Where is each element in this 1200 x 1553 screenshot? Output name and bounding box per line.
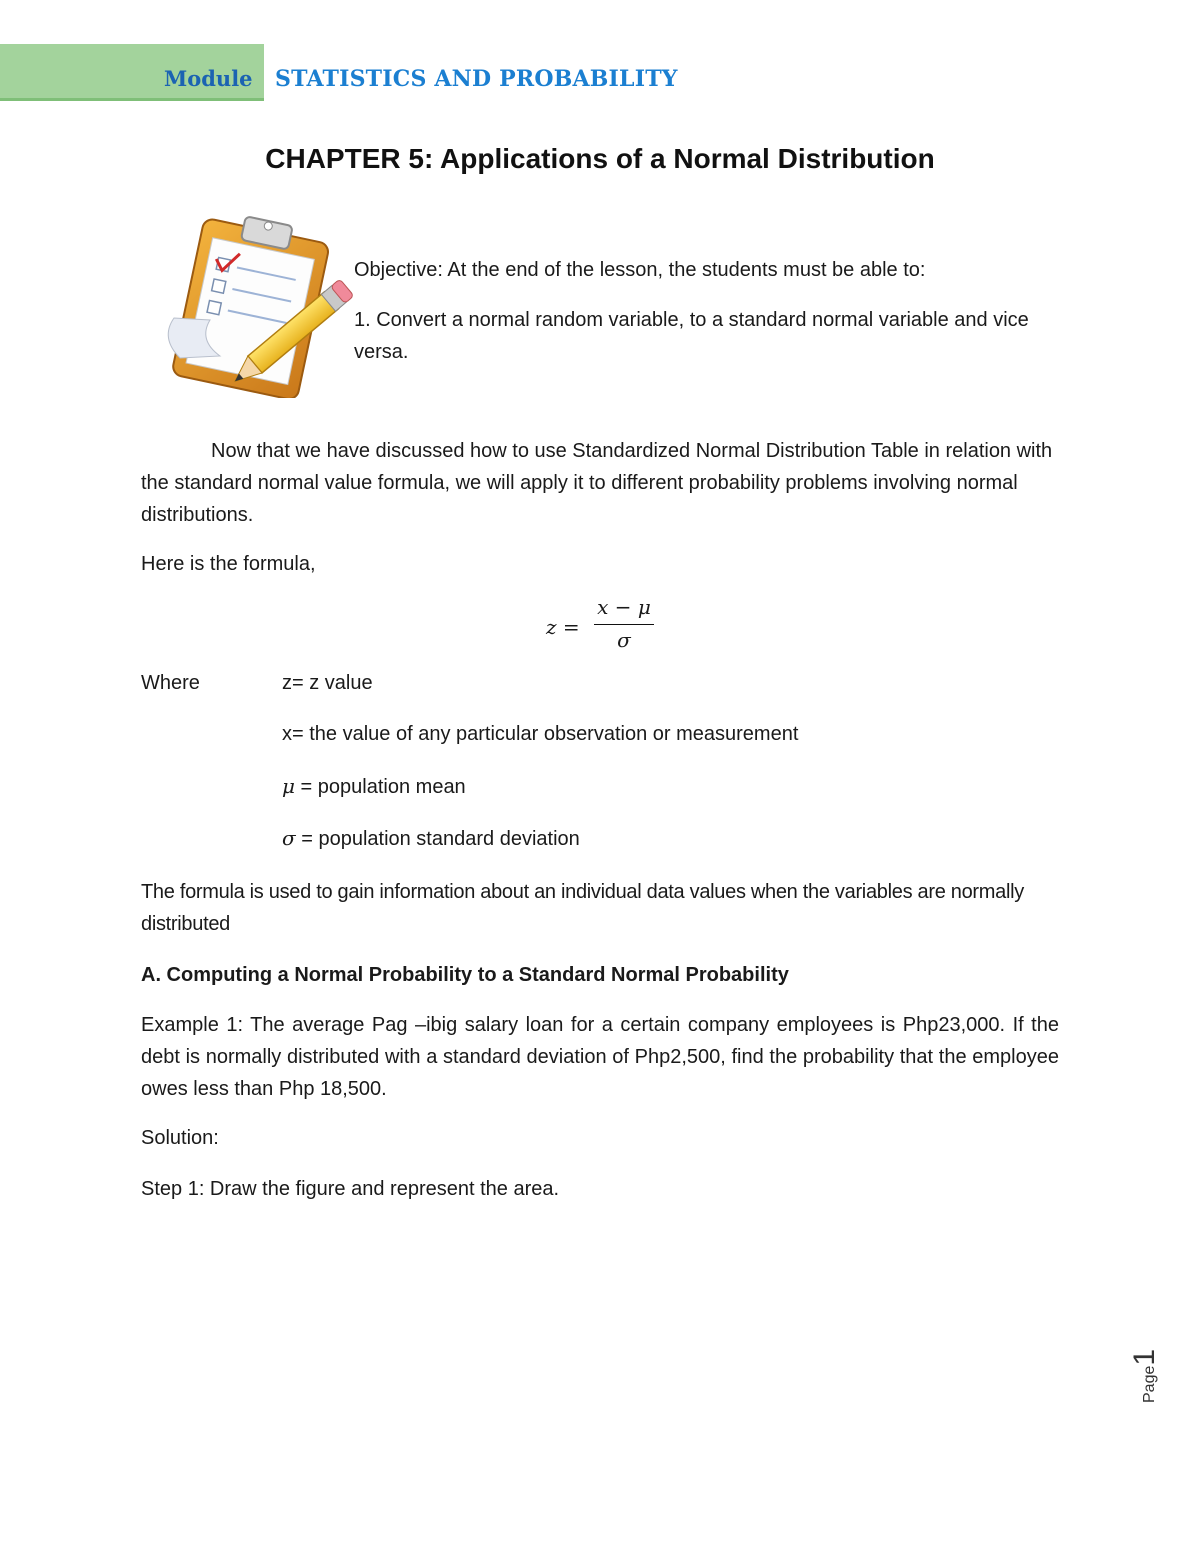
step-1: Step 1: Draw the figure and represent the area. bbox=[141, 1178, 560, 1200]
definition-text: x= the value of any particular observation or measurement bbox=[282, 723, 799, 745]
definition-text: = population mean bbox=[295, 776, 466, 798]
clipboard-pencil-icon bbox=[150, 208, 360, 398]
fraction-bar bbox=[594, 624, 654, 625]
formula-denominator: σ bbox=[617, 628, 631, 652]
definition-sigma bbox=[282, 826, 580, 851]
section-a-heading: A. Computing a Normal Probability to a Standard Normal Probability bbox=[141, 964, 789, 986]
definition-mu bbox=[282, 774, 466, 799]
sigma-symbol: σ bbox=[282, 826, 296, 850]
page-number-value: 1 bbox=[1128, 1348, 1161, 1366]
chapter-title: CHAPTER 5: Applications of a Normal Distribution bbox=[265, 143, 935, 174]
definition-x bbox=[282, 723, 798, 746]
definition-z bbox=[282, 672, 373, 695]
solution-label: Solution: bbox=[141, 1127, 219, 1149]
intro-paragraph: Now that we have discussed how to use Standardized Normal Distribution Table in relation with the standard normal value formula, we will apply it to different probability problems involving normal distributions. bbox=[141, 440, 1053, 526]
definition-text: = population standard deviation bbox=[295, 828, 580, 850]
module-label: Module bbox=[164, 66, 253, 91]
example-1-paragraph: Example 1: The average Pag –ibig salary loan for a certain company employees is Php23,000. If the debt is normally distributed with a standard deviation of Php2,500, find the probability that the employee owes less than Php 18,500. bbox=[141, 1014, 1059, 1100]
formula-use-paragraph: The formula is used to gain information about an individual data values when the variables are normally distributed bbox=[141, 881, 1024, 935]
mu-symbol: μ bbox=[282, 774, 295, 798]
page-number bbox=[1128, 1349, 1162, 1403]
where-label: Where bbox=[141, 672, 200, 694]
definition-text: z= z value bbox=[282, 672, 373, 694]
subject-title: STATISTICS AND PROBABILITY bbox=[275, 66, 678, 92]
objective-intro: Objective: At the end of the lesson, the students must be able to: bbox=[354, 259, 926, 281]
formula-lhs: z = bbox=[546, 615, 580, 639]
objective-item-1: 1. Convert a normal random variable, to a standard normal variable and vice versa. bbox=[354, 309, 1029, 363]
formula-numerator: x − μ bbox=[597, 595, 651, 619]
formula-intro: Here is the formula, bbox=[141, 553, 316, 575]
page-label: Page bbox=[1141, 1365, 1158, 1403]
